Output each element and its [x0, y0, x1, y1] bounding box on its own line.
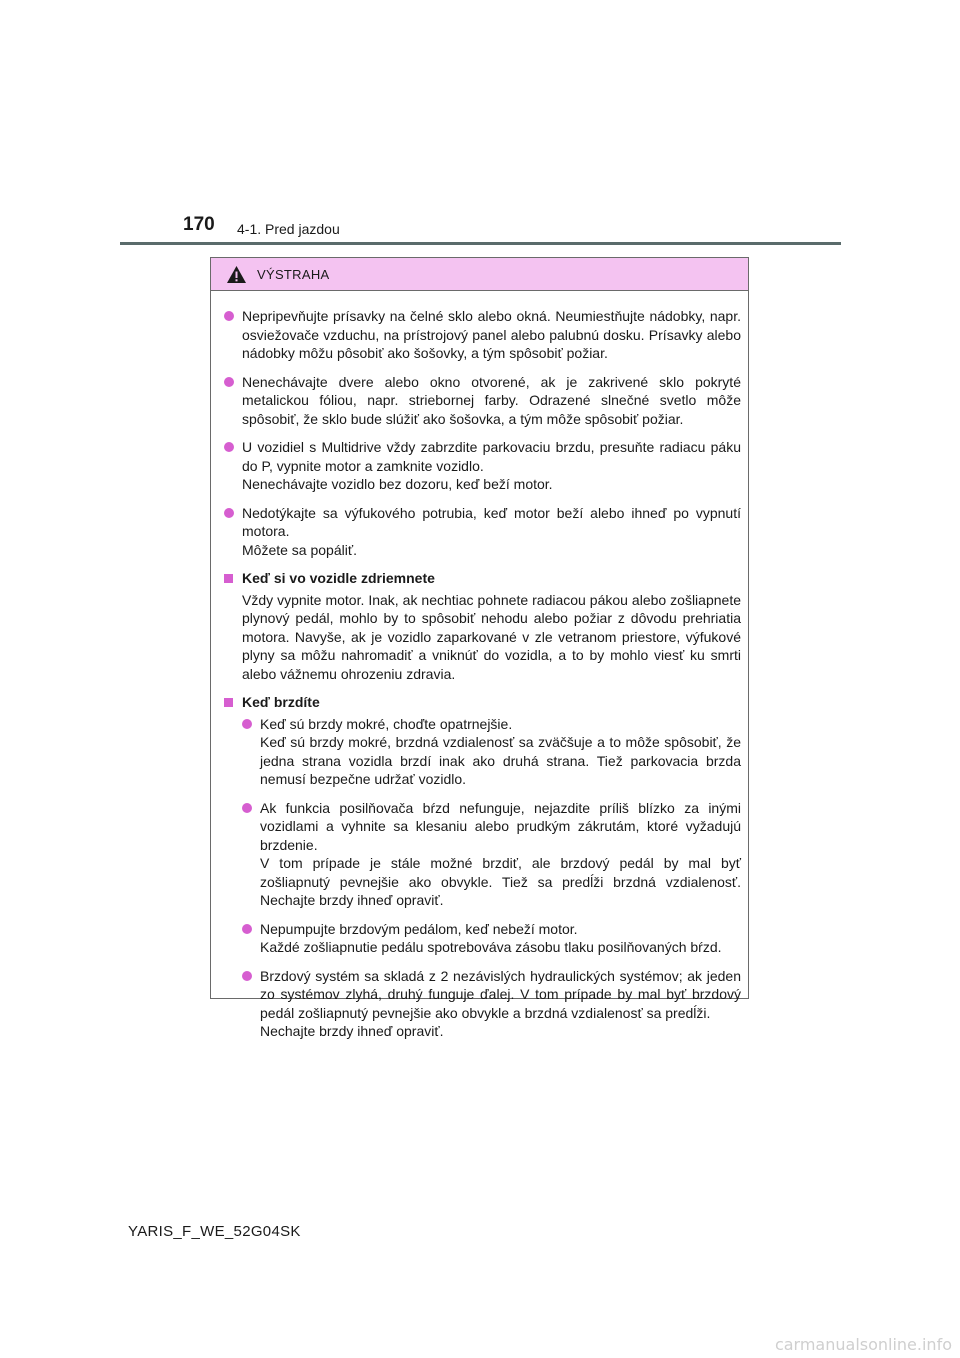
item-text: Keď sú brzdy mokré, brzdná vzdialenosť sa zväčšuje a to môže spôsobiť, že jedna strana vozidla brzdí inak ako druhá strana. Tiež parkovacia brzda nemusí bezpečne udržať vozidlo.: [260, 734, 741, 787]
bullet-dot-icon: [242, 967, 260, 1041]
item-text: Keď sú brzdy mokré, choďte opatrnejšie.: [260, 715, 513, 732]
warning-item: [224, 307, 741, 363]
warning-label: VÝSTRAHA: [257, 266, 330, 282]
bullet-square-icon: [224, 693, 242, 712]
warning-item: [224, 504, 741, 560]
header-divider: [120, 242, 841, 245]
warning-item: [224, 438, 741, 494]
bullet-dot-icon: [242, 920, 260, 957]
bullet-square-icon: [224, 569, 242, 588]
item-text: Nepripevňujte prísavky na čelné sklo alebo okná. Neumiestňujte nádobky, napr. osviežovače vzduchu, na prístrojový panel alebo palubnú dosku. Prísavky alebo nádobky môžu pôsobiť ako šošovky, a tým spôsobiť požiar.: [242, 308, 741, 361]
braking-item: [224, 920, 741, 957]
warning-box: [210, 257, 749, 1039]
heading-text: Keď brzdíte: [242, 694, 320, 710]
item-text: Brzdový systém sa skladá z 2 nezávislých hydraulických systémov; ak jeden zo systémov zlyhá, druhý funguje ďalej. V tom prípade by mal byť brzdový pedál zošliapnutý pevnejšie ako obvykle a brzdná vzdialenosť sa predĺži.: [260, 967, 741, 1021]
warning-header: [211, 258, 748, 291]
item-text: V tom prípade je stále možné brzdiť, ale brzdový pedál by mal byť zošliapnutý pevnejšie ako obvykle. Tiež sa predĺži brzdná vzdialenosť. Nechajte brzdy ihneď opraviť.: [260, 855, 741, 908]
item-text: Nedotýkajte sa výfukového potrubia, keď motor beží alebo ihneď po vypnutí motora.: [242, 504, 741, 539]
warning-item: [224, 373, 741, 429]
bullet-dot-icon: [242, 799, 260, 910]
braking-item: [224, 967, 741, 1041]
warning-body: [211, 291, 748, 1041]
page-number: 170: [183, 214, 215, 235]
bullet-dot-icon: [224, 438, 242, 494]
watermark: carmanualsonline.info: [774, 1335, 952, 1354]
item-text: Môžete sa popáliť.: [242, 541, 357, 558]
warning-triangle-icon: [226, 265, 247, 284]
item-text: Ak funkcia posilňovača bŕzd nefunguje, nejazdite príliš blízko za inými vozidlami a vyhnite sa klesaniu alebo prudkým zákrutám, ktoré vyžadujú brzdenie.: [260, 799, 741, 853]
braking-item: [224, 799, 741, 910]
section-paragraph: Vždy vypnite motor. Inak, ak nechtiac pohnete radiacou pákou alebo zošliapnete plynový pedál, mohlo by to spôsobiť nehodu alebo požiar z dôvodu prehriatia motora. Navyše, ak je vozidlo zaparkované v zle vetranom priestore, výfukové plyny sa môžu nahromadiť a vniknúť do vozidla, a to by mohlo viesť ku smrti alebo vážnemu ohrozeniu zdravia.: [242, 591, 741, 682]
section-heading-braking: [224, 693, 741, 712]
bullet-dot-icon: [224, 373, 242, 429]
document-code: YARIS_F_WE_52G04SK: [128, 1223, 301, 1240]
item-text: Nenechávajte vozidlo bez dozoru, keď beží motor.: [242, 476, 553, 492]
item-text: Nechajte brzdy ihneď opraviť.: [260, 1023, 444, 1039]
item-text: Nepumpujte brzdovým pedálom, keď nebeží motor.: [260, 920, 578, 937]
bullet-dot-icon: [224, 307, 242, 363]
section-title: 4-1. Pred jazdou: [237, 221, 340, 237]
bullet-dot-icon: [224, 504, 242, 560]
item-text: U vozidiel s Multidrive vždy zabrzdite parkovaciu brzdu, presuňte radiacu páku do P, vypnite motor a zamknite vozidlo.: [242, 439, 741, 474]
section-heading-drowsy: [224, 569, 741, 588]
braking-item: [224, 715, 741, 789]
heading-text: Keď si vo vozidle zdriemnete: [242, 570, 435, 586]
bullet-dot-icon: [242, 715, 260, 789]
item-text: Každé zošliapnutie pedálu spotrebováva zásobu tlaku posilňovaných bŕzd.: [260, 939, 722, 955]
item-text: Nenechávajte dvere alebo okno otvorené, ak je zakrivené sklo pokryté metalickou fóliou, napr. striebornej farby. Odrazené slnečné svetlo môže spôsobiť, že sklo bude slúžiť ako šošovka, a tým môže spôsobiť požiar.: [242, 373, 741, 427]
